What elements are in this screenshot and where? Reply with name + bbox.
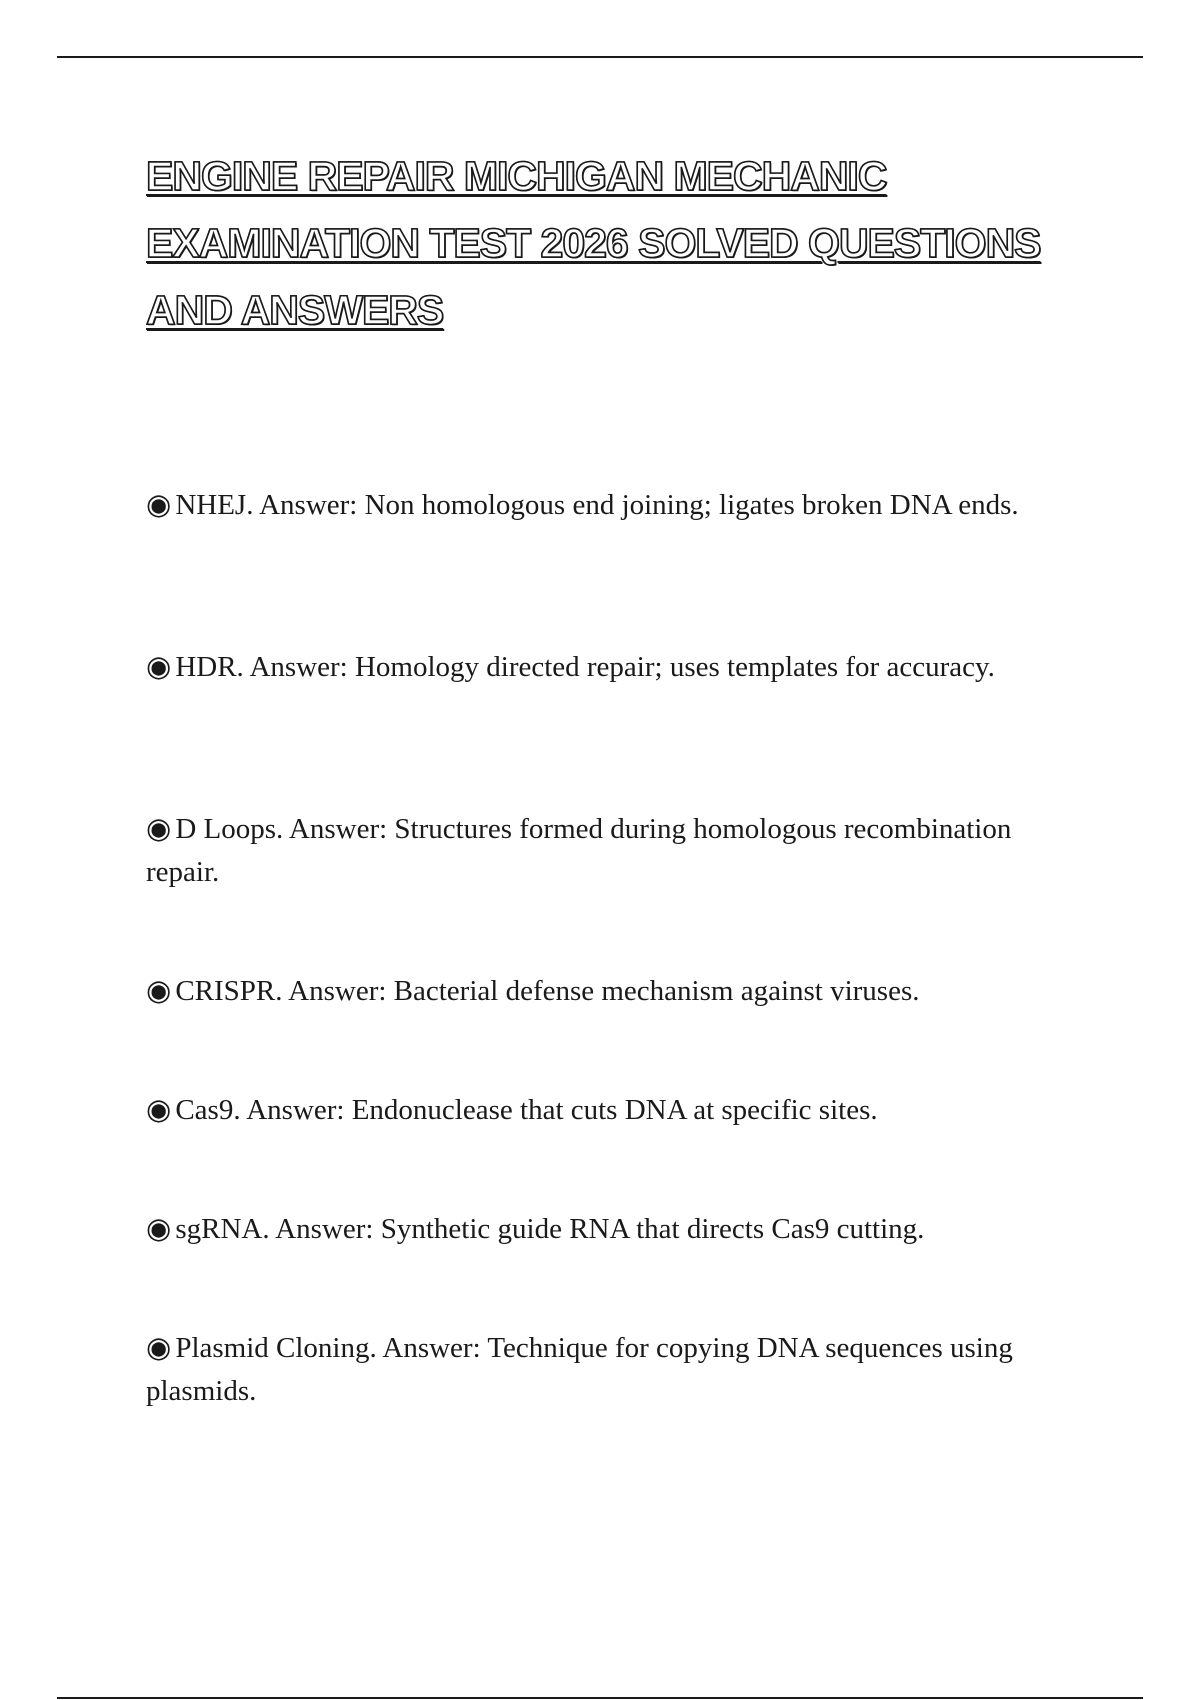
qa-item — [146, 1089, 1076, 1165]
qa-item — [146, 970, 1076, 1046]
bottom-rule — [57, 1697, 1143, 1699]
bullet-icon: ◉ — [146, 651, 172, 683]
bullet-icon: ◉ — [146, 1094, 172, 1126]
qa-list — [146, 484, 1076, 1489]
qa-text: CRISPR. Answer: Bacterial defense mechanism against viruses. — [175, 975, 920, 1007]
qa-text: HDR. Answer: Homology directed repair; uses templates for accuracy. — [175, 651, 995, 683]
qa-text: Plasmid Cloning. Answer: Technique for copying DNA sequences using plasmids. — [146, 1332, 1013, 1407]
qa-item — [146, 1327, 1076, 1446]
qa-item — [146, 484, 1076, 603]
qa-item — [146, 1208, 1076, 1284]
qa-text: Cas9. Answer: Endonuclease that cuts DNA at specific sites. — [175, 1094, 878, 1126]
bullet-icon: ◉ — [146, 813, 172, 845]
top-rule — [57, 56, 1143, 58]
qa-item — [146, 646, 1076, 765]
qa-text: sgRNA. Answer: Synthetic guide RNA that directs Cas9 cutting. — [175, 1213, 925, 1245]
bullet-icon: ◉ — [146, 1213, 172, 1245]
document-title: ENGINE REPAIR MICHIGAN MECHANIC EXAMINATION TEST 2026 SOLVED QUESTIONS AND ANSWERS — [146, 153, 1041, 333]
bullet-icon: ◉ — [146, 489, 172, 521]
qa-text: D Loops. Answer: Structures formed during homologous recombination repair. — [146, 813, 1012, 888]
qa-text: NHEJ. Answer: Non homologous end joining; ligates broken DNA ends. — [175, 489, 1019, 521]
bullet-icon: ◉ — [146, 975, 172, 1007]
qa-item — [146, 808, 1076, 927]
bullet-icon: ◉ — [146, 1332, 172, 1364]
